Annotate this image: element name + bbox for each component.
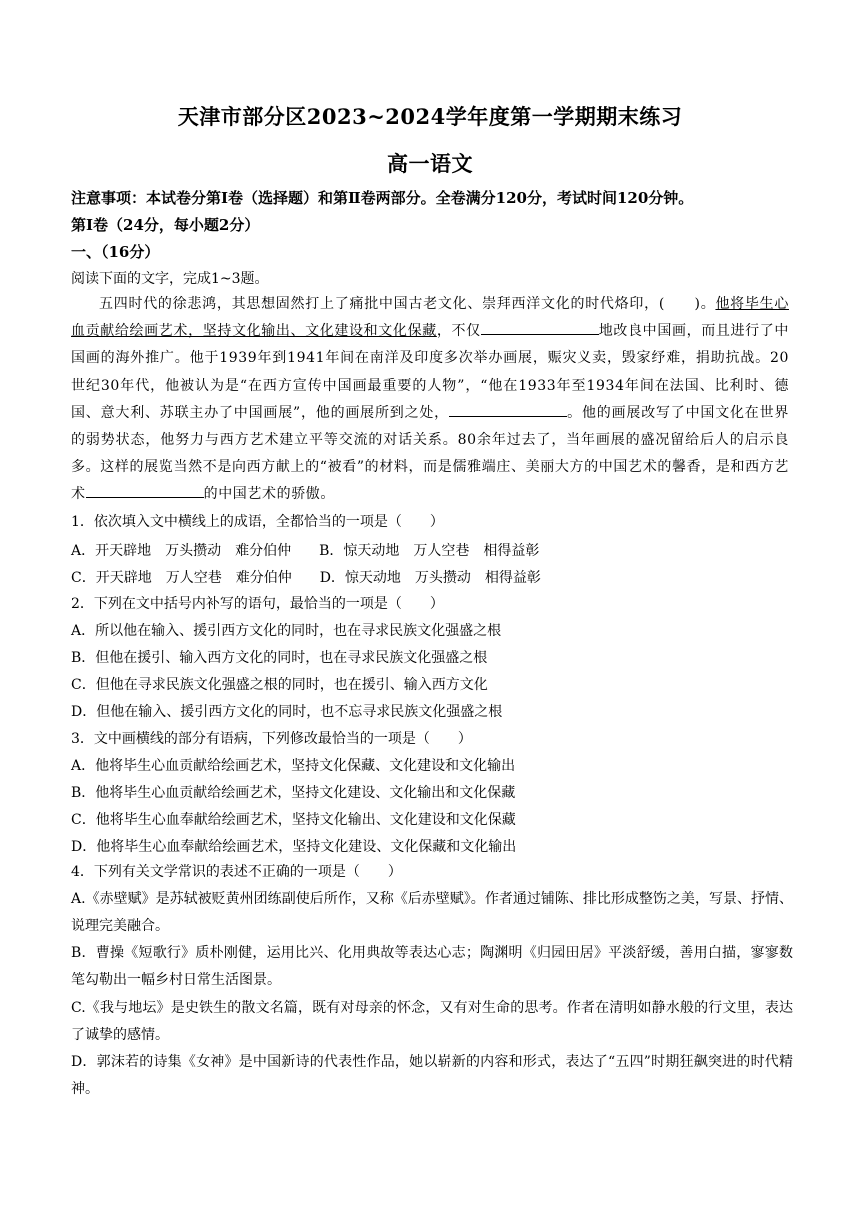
reading-instruction: 阅读下面的文字，完成1~3题。 xyxy=(71,271,269,287)
question-3-option-d: D．他将毕生心血奉献给绘画艺术，坚持文化建设、文化保藏和文化输出 xyxy=(71,839,517,855)
question-2-option-d: D．但他在输入、援引西方文化的同时，也不忘寻求民族文化强盛之根 xyxy=(71,704,503,720)
exam-title: 天津市部分区2023~2024学年度第一学期期末练习 xyxy=(177,104,683,129)
passage-seg6: 的中国艺术的骄傲。 xyxy=(203,486,336,503)
underlined-sentence: 他将毕生心血贡献给绘画艺术，坚持文化输出、文化建设和文化保藏 xyxy=(71,296,789,340)
reading-passage xyxy=(71,291,789,509)
question-2-option-c: C．但他在寻求民族文化强盛之根的同时，也在援引、输入西方文化 xyxy=(71,677,488,693)
exam-subject: 高一语文 xyxy=(387,151,473,176)
question-3-stem: 3．文中画横线的部分有语病，下列修改最恰当的一项是（ ） xyxy=(71,731,472,747)
passage-seg3: ，不仅 xyxy=(436,323,481,340)
blank-1 xyxy=(481,320,599,335)
passage-seg4: 地改良中国画，而且进行了中国画的海外推广。他于1939年到1941年间在南洋及印度多次举办画展，赈灾义卖，毁家纾难，捐助抗战。20世纪30年代，他被认为是“在西方宣传中国画最重要的人物”，“他在1933年至1934年间在法国、比利时、德国、意大利、苏联主办了中国画展”，他的画展所到之处， xyxy=(71,323,789,421)
section1-heading: 一、（16分） xyxy=(71,243,160,261)
question-3-option-a: A．他将毕生心血贡献给绘画艺术，坚持文化保藏、文化建设和文化输出 xyxy=(71,758,516,774)
blank-3 xyxy=(86,483,204,498)
question-1-stem: 1．依次填入文中横线上的成语，全都恰当的一项是（ ） xyxy=(71,514,444,530)
question-2-option-b: B．但他在援引、输入西方文化的同时，也在寻求民族文化强盛之根 xyxy=(71,650,488,666)
question-4-option-d: D．郭沫若的诗集《女神》是中国新诗的代表性作品，她以崭新的内容和形式，表达了“五四”时期狂飙突进的时代精神。 xyxy=(71,1054,793,1097)
part1-heading: 第Ⅰ卷（24分，每小题2分） xyxy=(71,216,260,234)
question-2-option-a: A．所以他在输入、援引西方文化的同时，也在寻求民族文化强盛之根 xyxy=(71,623,502,639)
question-4-option-a: A.《赤壁赋》是苏轼被贬黄州团练副使后所作，又称《后赤壁赋》。作者通过铺陈、排比形成整饬之美，写景、抒情、说理完美融合。 xyxy=(71,891,793,934)
passage-seg1: 五四时代的徐悲鸿，其思想固然打上了痛批中国古老文化、崇拜西洋文化的时代烙印，( )。 xyxy=(99,296,716,312)
question-1-options-row-1: A．开天辟地 万头攒动 难分伯仲 B．惊天动地 万人空巷 相得益彰 xyxy=(71,543,540,559)
question-2-stem: 2．下列在文中括号内补写的语句，最恰当的一项是（ ） xyxy=(71,596,444,612)
question-3-option-b: B．他将毕生心血贡献给绘画艺术，坚持文化建设、文化输出和文化保藏 xyxy=(71,785,516,801)
question-3-option-c: C．他将毕生心血奉献给绘画艺术，坚持文化输出、文化建设和文化保藏 xyxy=(71,812,516,828)
question-4-option-b: B．曹操《短歌行》质朴刚健，运用比兴、化用典故等表达心志；陶渊明《归园田居》平淡舒缓，善用白描，寥寥数笔勾勒出一幅乡村日常生活图景。 xyxy=(71,945,793,988)
notice-text: 注意事项：本试卷分第Ⅰ卷（选择题）和第Ⅱ卷两部分。全卷满分120分，考试时间120分钟。 xyxy=(71,189,694,207)
blank-2 xyxy=(449,402,567,417)
passage-seg5: 。他的画展改写了中国文化在世界的弱势状态，他努力与西方艺术建立平等交流的对话关系。80余年过去了，当年画展的盛况留给后人的启示良多。这样的展览当然不是向西方献上的“被看”的材料，而是儒雅端庄、美丽大方的中国艺术的馨香，是和西方艺术 xyxy=(71,404,789,503)
question-4-stem: 4．下列有关文学常识的表述不正确的一项是（ ） xyxy=(71,864,402,880)
question-4-option-c: C.《我与地坛》是史铁生的散文名篇，既有对母亲的怀念，又有对生命的思考。作者在清明如静水般的行文里，表达了诚挚的感情。 xyxy=(71,1000,793,1043)
question-1-options-row-2: C．开天辟地 万人空巷 难分伯仲 D．惊天动地 万头攒动 相得益彰 xyxy=(71,570,541,586)
